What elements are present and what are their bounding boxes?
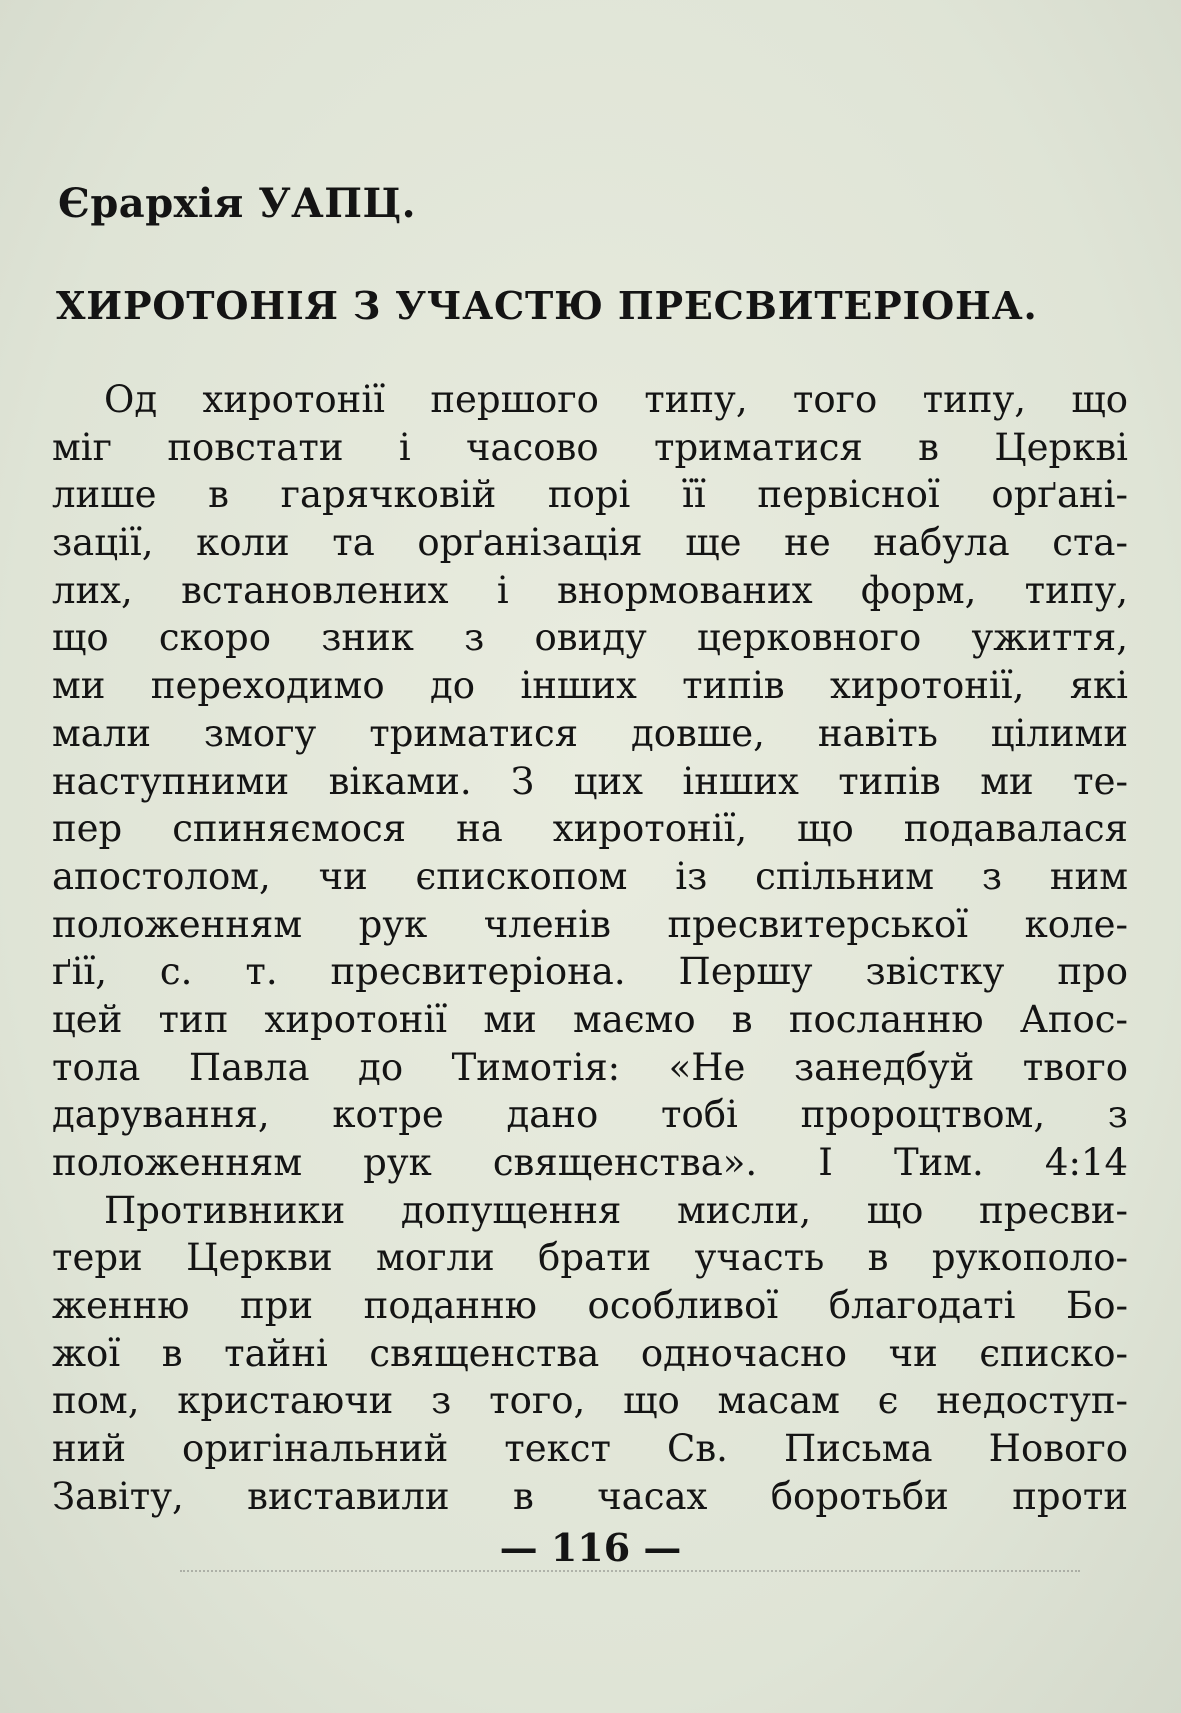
text-line: міг повстати і часово триматися в Церкві	[52, 425, 1128, 469]
text-line: женню при поданню особливої благодаті Бо-	[52, 1284, 1128, 1328]
text-line: ми переходимо до інших типів хиротонії, які	[52, 664, 1128, 708]
text-line: мали змогу триматися довше, навіть цілими	[52, 711, 1128, 755]
text-line: що скоро зник з овиду церковного ужиття,	[52, 616, 1128, 660]
text-line: дарування, котре дано тобі пророцтвом, з	[52, 1093, 1128, 1137]
body-text	[52, 376, 1128, 1521]
page-number: — 116 —	[499, 1525, 682, 1570]
text-line: цей тип хиротонії ми маємо в посланню Апос-	[52, 997, 1128, 1041]
text-line: апостолом, чи єпископом із спільним з ним	[52, 854, 1128, 898]
chapter-title: ХИРОТОНІЯ З УЧАСТЮ ПРЕСВИТЕРІОНА.	[56, 283, 1038, 328]
text-line: зації, коли та орґанізація ще не набула ста-	[52, 521, 1128, 565]
text-line: жої в тайні священства одночасно чи єписко-	[52, 1331, 1128, 1375]
text-line: ґії, с. т. пресвитеріона. Першу звістку про	[52, 950, 1128, 994]
text-line: пер спиняємося на хиротонії, що подавалася	[52, 807, 1128, 851]
section-heading: Єрархія УАПЦ.	[58, 180, 417, 227]
text-line: лих, встановлених і внормованих форм, типу,	[52, 568, 1128, 612]
text-line: пом, кристаючи з того, що масам є недоступ-	[52, 1379, 1128, 1423]
text-line: Противники допущення мисли, що пресви-	[104, 1188, 1128, 1232]
text-line: тола Павла до Тимотія: «Не занедбуй твого	[52, 1045, 1128, 1089]
text-line: наступними віками. З цих інших типів ми те-	[52, 759, 1128, 803]
footer-rule	[180, 1570, 1080, 1572]
text-line: ний оригінальний текст Св. Письма Нового	[52, 1427, 1128, 1471]
text-line: Завіту, виставили в часах боротьби проти	[52, 1474, 1128, 1518]
text-line: положенням рук членів пресвитерської коле-	[52, 902, 1128, 946]
text-line: положенням рук священства». І Тим. 4:14	[52, 1141, 1128, 1184]
text-line: лише в гарячковій порі її первісної орґані-	[52, 473, 1128, 517]
text-line: тери Церкви могли брати участь в рукополо-	[52, 1236, 1128, 1280]
text-line: Од хиротонії першого типу, того типу, що	[104, 378, 1128, 421]
